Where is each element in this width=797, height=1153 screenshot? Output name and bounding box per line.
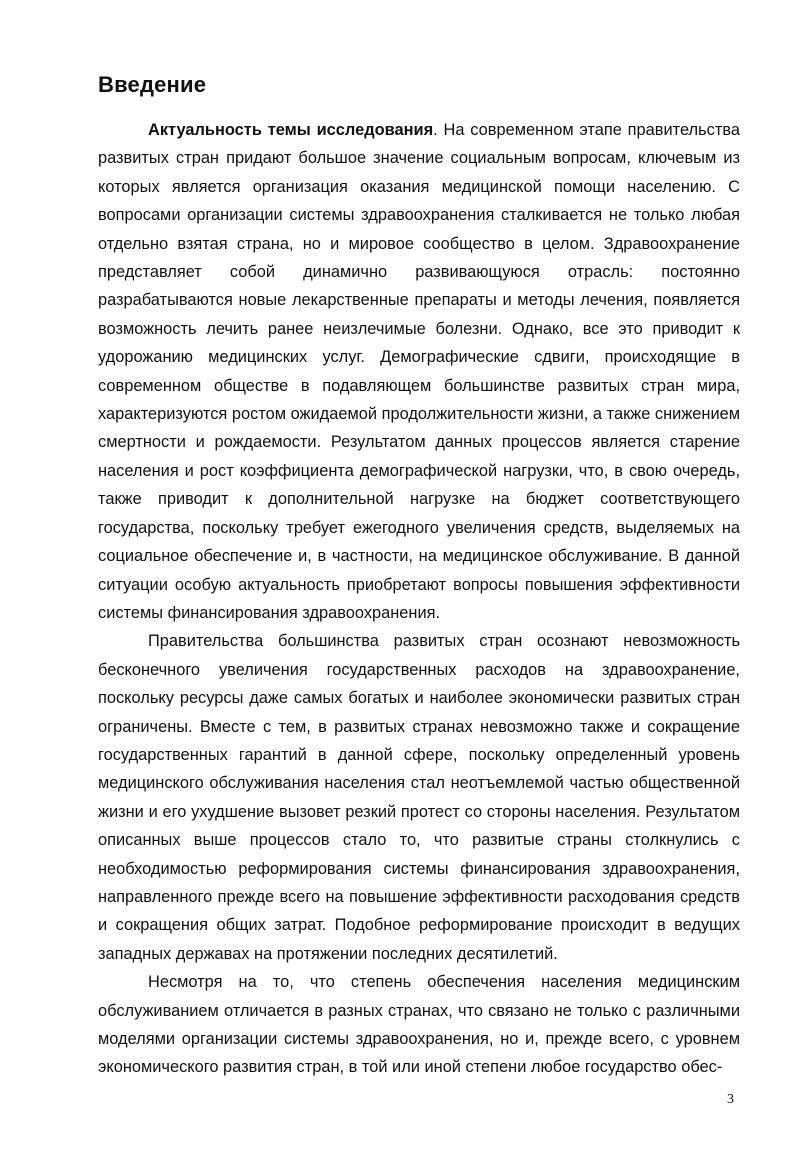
paragraph-despite: Несмотря на то, что степень обеспечения населения медицинским обслуживанием отличается в разных странах, что связано не только с различными моделями организации системы здравоохранения, но и, прежде всего, с уровнем экономического развития стран, в той или иной степени любое государство обес- bbox=[98, 973, 740, 1077]
paragraph-governments: Правительства большинства развитых стран осознают невозможность бесконечного увеличения государственных расходов на здравоохранение, поскольку ресурсы даже самых богатых и наиболее экономически развитых стран ограничены. Вместе с тем, в развитых странах невозможно также и сокращение государственных гарантий в данной сфере, поскольку определенный уровень медицинского обслуживания населения стал неотъемлемой частью общественной жизни и его ухудшение вызовет резкий протест со стороны населения. Результатом описанных выше процессов стало то, что развитые страны столкнулись с необходимостью реформирования системы финансирования здравоохранения, направленного прежде всего на повышение эффективности расходования средств и сокращения общих затрат. Подобное реформирование происходит в ведущих западных державах на протяжении последних десятилетий. bbox=[98, 632, 740, 963]
paragraph-text: . На современном этапе правительства развитых стран придают большое значение социальным вопросам, ключевым из которых является организация оказания медицинской помощи населению. С вопросами организации системы здравоохранения сталкивается не только любая отдельно взятая страна, но и мировое сообщество в целом. Здравоохранение представляет собой динамично развивающуюся отрасль: постоянно разрабатываются новые лекарственные препараты и методы лечения, появляется возможность лечить ранее неизлечимые болезни. Однако, все это приводит к удорожанию медицинских услуг. Демографические сдвиги, происходящие в современном обществе в подавляющем большинстве развитых стран мира, характеризуются ростом ожидаемой продолжительности жизни, а также снижением смертности и рождаемости. Результатом данных процессов является старение населения и рост коэффициента демографической нагрузки, что, в свою очередь, также приводит к дополнительной нагрузке на бюджет соответствующего государства, поскольку требует ежегодного увеличения средств, выделяемых на социальное обеспечение и, в частности, на медицинское обслуживание. В данной ситуации особую актуальность приобретают вопросы повышения эффективности системы финансирования здравоохранения. bbox=[98, 121, 740, 622]
paragraph-relevance bbox=[98, 116, 740, 627]
page-number: 3 bbox=[727, 1092, 734, 1107]
body-text bbox=[98, 116, 740, 1082]
paragraph-lead: Актуальность темы исследования bbox=[148, 121, 434, 139]
page-title: Введение bbox=[98, 72, 207, 97]
